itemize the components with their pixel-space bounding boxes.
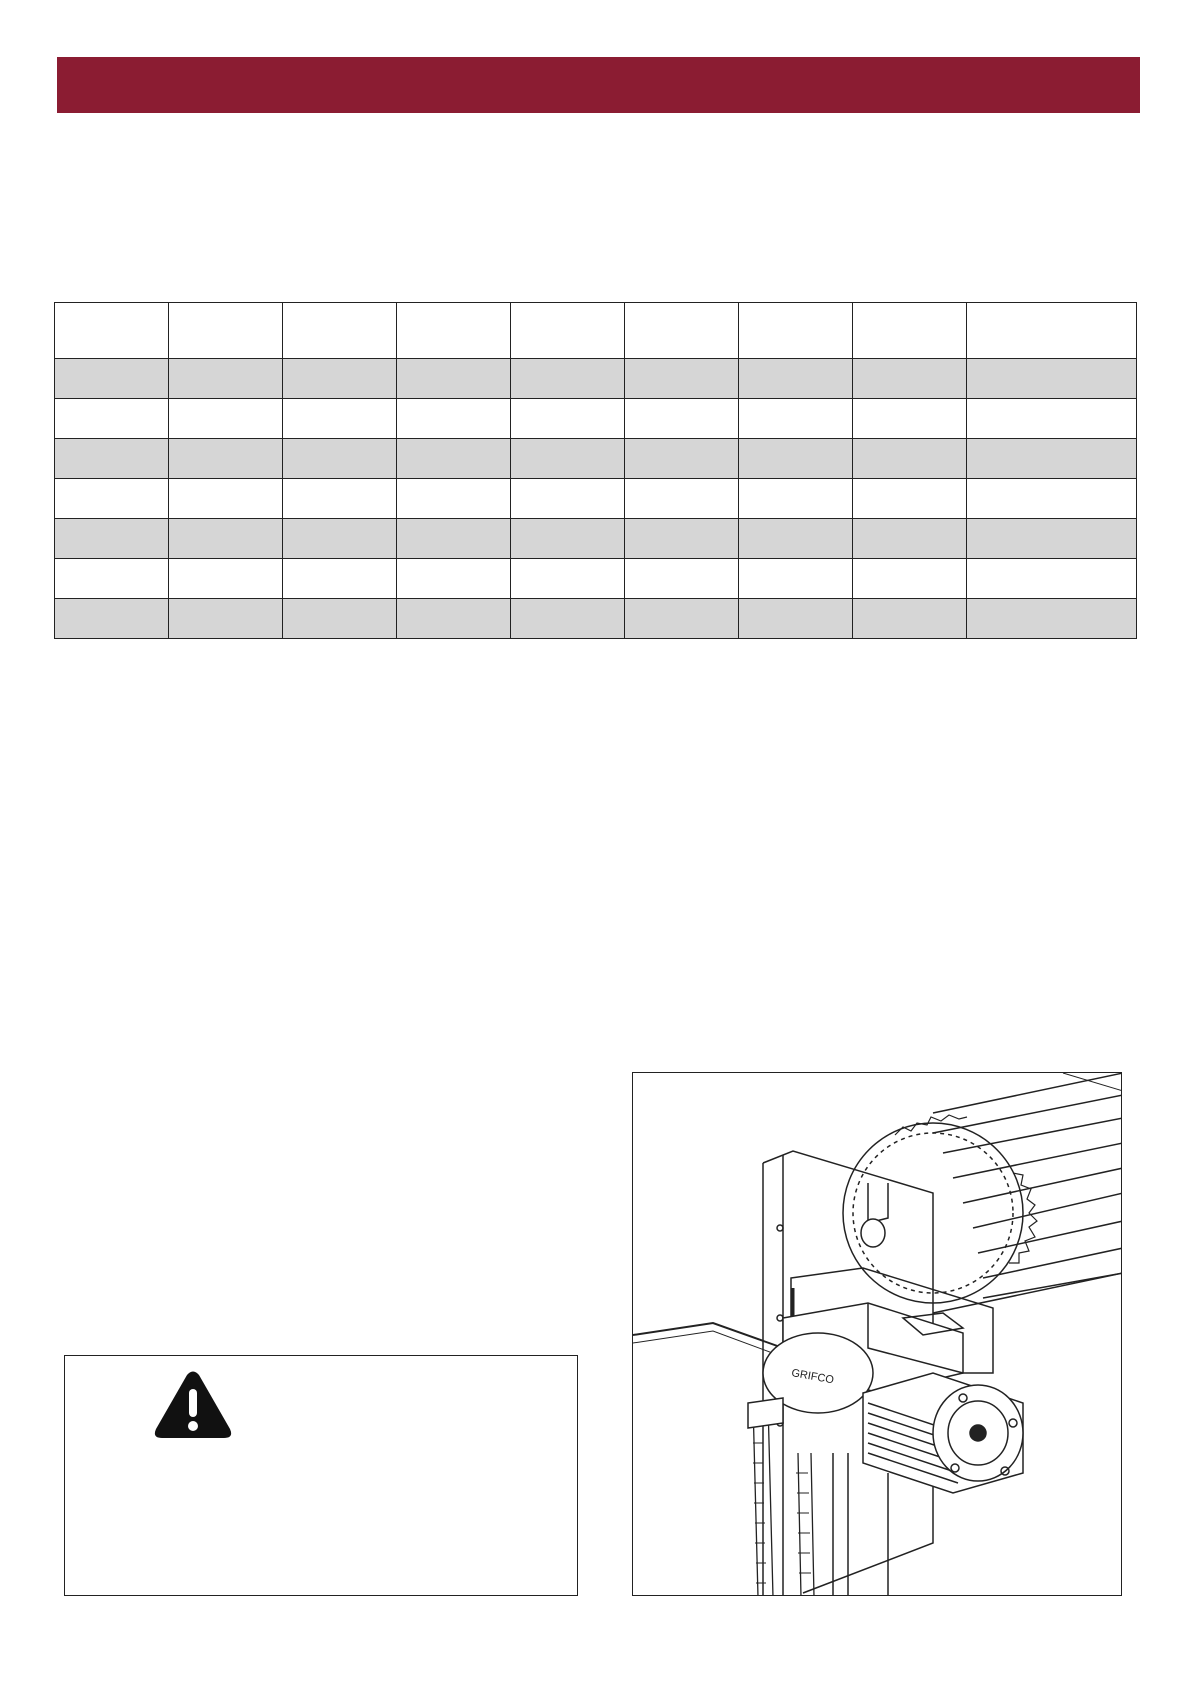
table-cell [967, 599, 1137, 639]
table-cell [853, 359, 967, 399]
table-cell [55, 359, 169, 399]
table-cell [739, 519, 853, 559]
table-row [55, 519, 1137, 559]
header-bar [57, 57, 1140, 113]
table-cell [397, 479, 511, 519]
table-header-cell [853, 303, 967, 359]
motor-illustration [632, 1072, 1122, 1596]
table-cell [283, 359, 397, 399]
spec-table [54, 302, 1137, 639]
table-cell [967, 439, 1137, 479]
table-header-cell [55, 303, 169, 359]
table-cell [55, 439, 169, 479]
table-cell [625, 599, 739, 639]
table-cell [169, 439, 283, 479]
table-cell [511, 519, 625, 559]
table-cell [739, 399, 853, 439]
table-cell [397, 359, 511, 399]
table-cell [397, 599, 511, 639]
table-cell [967, 479, 1137, 519]
table-cell [739, 599, 853, 639]
table-cell [283, 399, 397, 439]
logo-text: GRIFCO [790, 1367, 835, 1387]
table-header-row [55, 303, 1137, 359]
table-cell [625, 399, 739, 439]
table-header-cell [625, 303, 739, 359]
table-cell [283, 559, 397, 599]
table-cell [625, 559, 739, 599]
table-cell [55, 399, 169, 439]
table-cell [853, 399, 967, 439]
table-cell [511, 359, 625, 399]
table-cell [853, 439, 967, 479]
table-row [55, 439, 1137, 479]
table-cell [625, 519, 739, 559]
table-cell [967, 399, 1137, 439]
table-cell [169, 399, 283, 439]
table-cell [739, 559, 853, 599]
table-cell [625, 359, 739, 399]
warning-icon [153, 1369, 233, 1441]
table-cell [853, 479, 967, 519]
table-cell [511, 479, 625, 519]
table-header-cell [397, 303, 511, 359]
table-header-cell [283, 303, 397, 359]
table-cell [739, 439, 853, 479]
table-cell [397, 519, 511, 559]
table-cell [511, 559, 625, 599]
table-cell [853, 599, 967, 639]
table-cell [967, 519, 1137, 559]
table-header-cell [739, 303, 853, 359]
table-cell [397, 399, 511, 439]
table-cell [397, 439, 511, 479]
table-cell [169, 359, 283, 399]
table-cell [283, 439, 397, 479]
table-header-cell [967, 303, 1137, 359]
table-cell [739, 359, 853, 399]
table-cell [967, 559, 1137, 599]
table-cell [169, 519, 283, 559]
table-cell [55, 519, 169, 559]
table-cell [169, 599, 283, 639]
table-cell [853, 519, 967, 559]
table-cell [511, 599, 625, 639]
table-cell [853, 559, 967, 599]
table-cell [511, 439, 625, 479]
table-cell [739, 479, 853, 519]
table-cell [283, 599, 397, 639]
table-cell [169, 479, 283, 519]
table-cell [397, 559, 511, 599]
table-header-cell [511, 303, 625, 359]
table-cell [283, 519, 397, 559]
table-row [55, 359, 1137, 399]
warning-box [64, 1355, 578, 1596]
table-cell [511, 399, 625, 439]
table-cell [55, 559, 169, 599]
table-cell [625, 479, 739, 519]
table-cell [55, 599, 169, 639]
table-row [55, 399, 1137, 439]
table-row [55, 599, 1137, 639]
table-cell [967, 359, 1137, 399]
table-cell [169, 559, 283, 599]
table-header-cell [169, 303, 283, 359]
table-cell [55, 479, 169, 519]
table-cell [625, 439, 739, 479]
table-row [55, 479, 1137, 519]
table-row [55, 559, 1137, 599]
table-cell [283, 479, 397, 519]
